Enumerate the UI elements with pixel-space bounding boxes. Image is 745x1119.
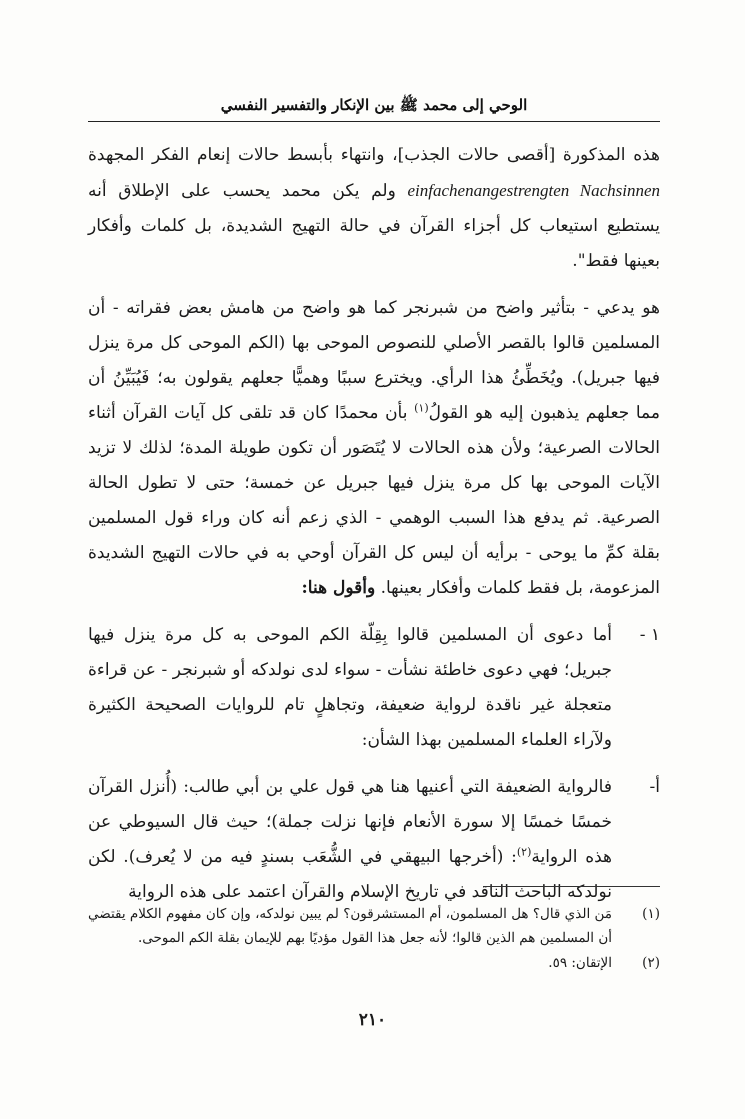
item-1-marker: ١ - <box>639 625 660 645</box>
main-text-block <box>88 138 660 910</box>
main-paragraph <box>88 291 660 606</box>
footnote-separator <box>483 886 660 887</box>
item-a-text-before-ref: فالرواية الضعيفة التي أعنيها هنا هي قول علي بن أبي طالب: (أُنزل القرآن خمسًا خمسًا إلا سورة الأنعام فإنها نزلت جملة)؛ حيث قال السيوطي عن هذه الرواية <box>88 777 612 867</box>
intro-text-part1: هذه المذكورة [أقصى حالات الجذب]، وانتهاء بأبسط حالات إنعام الفكر المجهدة <box>88 145 660 165</box>
footnote-1-text: مَن الذي قال؟ هل المسلمون، أم المستشرقون؟ لم يبين نولدكه، وإن كان مفهوم الكلام يقتضي أن المسلمين هم الذين قالوا؛ لأنه جعل هذا القول مؤديًا بهم للإيمان بقلة الكم الموحى. <box>88 906 612 946</box>
numbered-item-1 <box>88 618 660 758</box>
german-term: einfachenangestrengten Nachsinnen <box>407 181 661 200</box>
item-1-text: أما دعوى أن المسلمين قالوا بِقِلّة الكم الموحى به كل مرة ينزل فيها جبريل؛ فهي دعوى خاطئة نشأت - سواء لدى نولدكه أو شبرنجر - عن قراءة متعجلة غير ناقدة لرواية ضعيفة، وتجاهلٍ تام للروايات الصحيحة الكثيرة ولآراء العلماء المسلمين بهذا الشأن: <box>88 625 612 750</box>
footnote-ref-2[interactable]: (٢) <box>516 845 532 859</box>
page-number: ٢١٠ <box>358 1010 387 1030</box>
footnote-ref-1[interactable]: (١) <box>414 401 429 415</box>
intro-paragraph <box>88 138 660 279</box>
main-text-before-ref: هو يدعي - بتأثير واضح من شبرنجر كما هو واضح من هامش بعض فقراته - أن المسلمين قالوا بالقصر الأصلي للنصوص الموحى بها (الكم الموحى كل مرة ينزل فيها جبريل). ويُخَطِّئُ هذا الرأي. ويخترع سببًا وهميًّا جعلهم يقولون به؛ فَيُبَيِّنُ أن مما جعلهم يذهبون إليه هو القولُ <box>88 298 660 423</box>
item-a-marker: أ- <box>649 777 660 797</box>
lettered-item-a <box>88 770 660 910</box>
footnotes-section <box>88 902 660 976</box>
item-a-body <box>88 770 612 910</box>
footnote-2-marker: (٢) <box>642 955 660 971</box>
footnote-1-marker: (١) <box>642 906 660 922</box>
running-head: الوحي إلى محمد ﷺ بين الإنكار والتفسير النفسي <box>220 96 528 114</box>
footnote-1 <box>88 902 660 950</box>
header-rule <box>88 121 660 122</box>
item-a-text-after-ref: : (أخرجها البيهقي في الشُّعَب بسندٍ فيه من لا يُعرف). لكن نولدكه الباحث الناقد في تاريخ الإسلام والقرآن اعتمد على هذه الرواية <box>88 847 612 902</box>
intro-text-part2: ولم يكن محمد يحسب على الإطلاق أنه يستطيع استيعاب كل أجزاء القرآن في حالة التهيج الشديدة، بل كلمات وأفكار بعينها فقط". <box>88 181 660 271</box>
main-closing-bold: وأقول هنا: <box>301 578 376 598</box>
main-text-after-ref: بأن محمدًا كان قد تلقى كل آيات القرآن أثناء الحالات الصرعية؛ ولأن هذه الحالات لا يُتَصَور أن تكون طويلة المدة؛ لذلك لا تزيد الآيات الموحى بها كل مرة ينزل فيها جبريل عن خمسة؛ حتى لا تطول الحالة الصرعية. ثم يدفع هذا السبب الوهمي - الذي زعم أنه كان وراء قول المسلمين بقلة كمِّ ما يوحى - برأيه أن ليس كل القرآن أوحي به في حالات التهيج الشديدة المزعومة، بل فقط كلمات وأفكار بعينها. <box>88 403 660 598</box>
footnote-2-text: الإتقان: ٥٩. <box>548 955 612 971</box>
footnote-2 <box>88 951 660 975</box>
